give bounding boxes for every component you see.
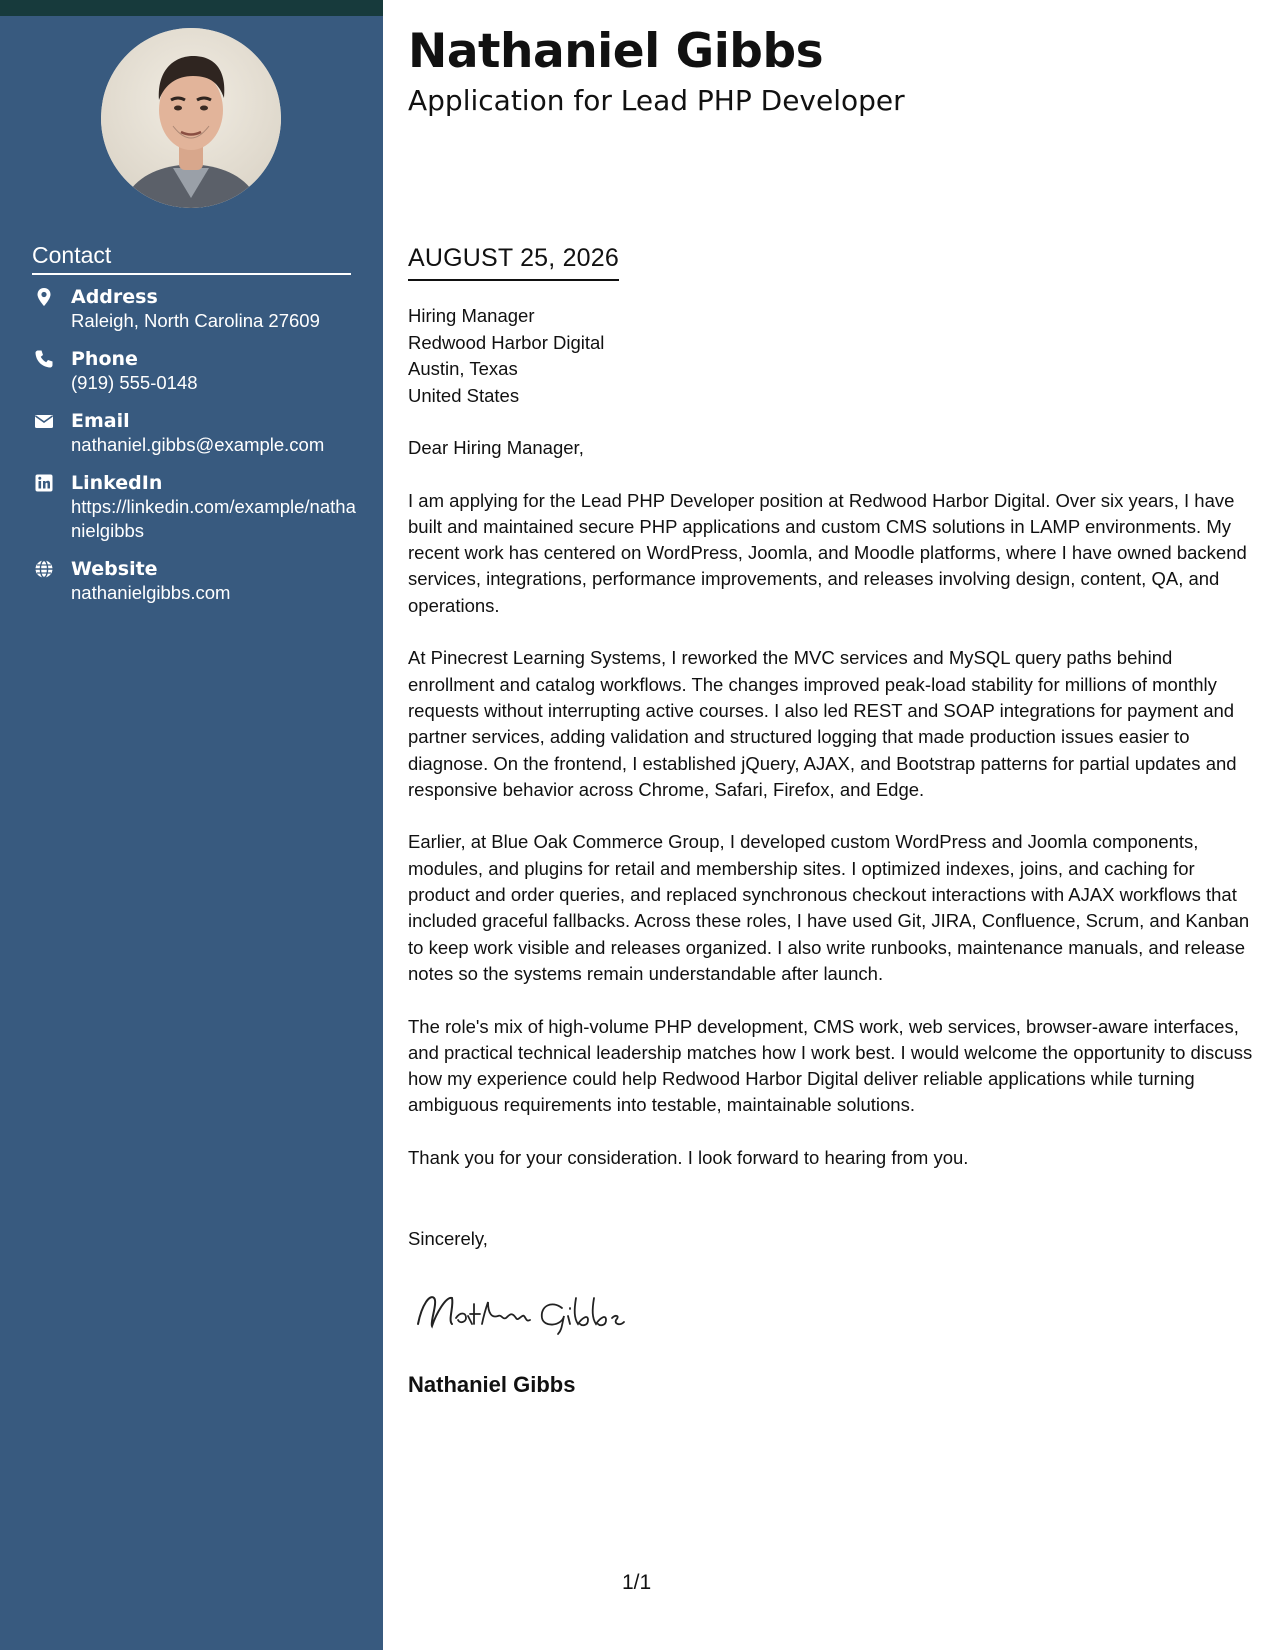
contact-label: Email: [71, 410, 130, 432]
application-subtitle: Application for Lead PHP Developer: [408, 84, 905, 117]
signed-name: Nathaniel Gibbs: [408, 1372, 576, 1397]
body-paragraph: Thank you for your consideration. I look forward to hearing from you.: [408, 1147, 969, 1169]
body-paragraph: Earlier, at Blue Oak Commerce Group, I developed custom WordPress and Joomla components, modules, and plugins for retail and membership sites. I optimized indexes, joins, and caching for product and order queries, and replaced synchronous checkout interactions with AJAX workflows that included graceful fallbacks. Across these roles, I have used Git, JIRA, Confluence, Scrum, and Kanban to keep work visible and releases organized. I also write runbooks, maintenance manuals, and release notes so the systems remain understandable after launch.: [408, 831, 1250, 984]
contact-item-linkedin: [32, 471, 357, 543]
contact-value-email[interactable]: nathaniel.gibbs@example.com: [71, 434, 325, 455]
letter-body: [408, 435, 1253, 1198]
body-paragraph: At Pinecrest Learning Systems, I reworked the MVC services and MySQL query paths behind enrollment and catalog workflows. The changes improved peak-load stability for millions of monthly requests without interrupting active courses. I also led REST and SOAP integrations for payment and partner services, adding validation and structured logging that made production issues easier to diagnose. On the frontend, I established jQuery, AJAX, and Bootstrap patterns for partial updates and responsive behavior across Chrome, Safari, Firefox, and Edge.: [408, 647, 1237, 800]
location-pin-icon: [34, 287, 54, 307]
letter-date: AUGUST 25, 2026: [408, 244, 619, 281]
contact-label: Website: [71, 558, 158, 580]
contact-label: Address: [71, 286, 158, 308]
contact-value-phone: (919) 555-0148: [71, 372, 198, 393]
envelope-icon: [34, 411, 54, 431]
recipient-line: United States: [408, 384, 520, 406]
recipient-block: [408, 303, 604, 409]
body-paragraph: The role's mix of high-volume PHP development, CMS work, web services, browser-aware interfaces, and practical technical leadership matches how I work best. I would welcome the opportunity to discuss how my experience could help Redwood Harbor Digital deliver reliable applications while turning ambiguous requirements into testable, maintainable solutions.: [408, 1015, 1253, 1116]
contact-list: [32, 285, 357, 619]
recipient-line: Austin, Texas: [408, 358, 518, 379]
contact-item-phone: [32, 347, 357, 395]
contact-item-email: [32, 409, 357, 457]
contact-value-address: Raleigh, North Carolina 27609: [71, 310, 320, 331]
profile-photo: [101, 28, 281, 208]
sidebar: [0, 0, 383, 1650]
page-number: 1/1: [622, 1571, 652, 1594]
contact-item-address: [32, 285, 357, 333]
applicant-name: Nathaniel Gibbs: [408, 24, 824, 79]
recipient-line: Redwood Harbor Digital: [408, 331, 605, 353]
contact-value-website[interactable]: nathanielgibbs.com: [71, 582, 231, 603]
closing: Sincerely,: [408, 1228, 488, 1249]
handwritten-signature: [412, 1284, 672, 1340]
contact-label: Phone: [71, 348, 138, 370]
sidebar-top-bar: [0, 0, 383, 16]
body-paragraph: I am applying for the Lead PHP Developer position at Redwood Harbor Digital. Over six years, I have built and maintained secure PHP applications and custom CMS solutions in LAMP environments. My recent work has centered on WordPress, Joomla, and Moodle platforms, where I have owned backend services, integrations, performance improvements, and releases involving design, content, QA, and operations.: [408, 489, 1247, 616]
phone-icon: [34, 349, 54, 369]
person-portrait-icon: [101, 28, 281, 208]
contact-value-linkedin[interactable]: https://linkedin.com/example/nathanielgibbs: [71, 496, 356, 541]
contact-section-title: Contact: [32, 242, 351, 275]
globe-icon: [34, 559, 54, 579]
contact-item-website: [32, 557, 357, 605]
salutation: Dear Hiring Manager,: [408, 437, 584, 458]
recipient-line: Hiring Manager: [408, 305, 535, 326]
contact-label: LinkedIn: [71, 472, 163, 494]
linkedin-icon: [34, 473, 54, 493]
